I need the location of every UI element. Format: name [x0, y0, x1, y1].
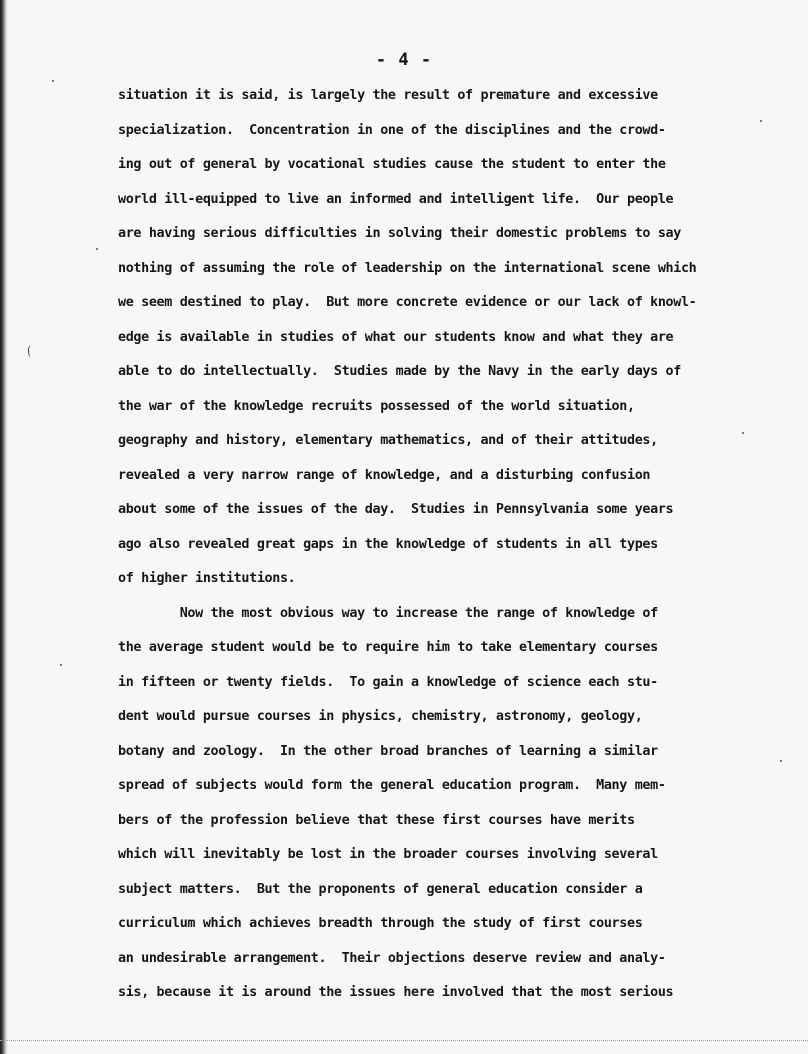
text-line: an undesirable arrangement. Their objections deserve review and analy- — [118, 950, 666, 966]
text-line: geography and history, elementary mathematics, and of their attitudes, — [118, 433, 658, 448]
scan-speck — [96, 248, 98, 250]
text-line: ing out of general by vocational studies cause the student to enter the — [118, 157, 666, 172]
text-line: in fifteen or twenty fields. To gain a knowledge of science each stu- — [118, 674, 658, 690]
scan-speck — [760, 120, 762, 122]
text-line: botany and zoology. In the other broad branches of learning a similar — [118, 743, 658, 759]
margin-mark — [28, 345, 34, 357]
text-line: the war of the knowledge recruits possessed of the world situation, — [118, 398, 635, 414]
page-number: - 4 - — [375, 50, 433, 70]
text-line: bers of the profession believe that these first courses have merits — [118, 812, 635, 828]
text-line: curriculum which achieves breadth through the study of first courses — [118, 916, 643, 931]
text-line: spread of subjects would form the general education program. Many mem- — [118, 778, 666, 793]
scan-speck — [60, 664, 62, 666]
scan-speck — [742, 432, 744, 434]
text-line: situation it is said, is largely the result of premature and excessive — [118, 88, 658, 103]
text-line: revealed a very narrow range of knowledge, and a disturbing confusion — [118, 467, 651, 483]
text-line: about some of the issues of the day. Studies in Pennsylvania some years — [118, 502, 674, 517]
text-line: we seem destined to play. But more concrete evidence or our lack of knowl- — [118, 295, 697, 310]
text-line: Now the most obvious way to increase the range of knowledge of — [118, 605, 658, 621]
text-line: are having serious difficulties in solving their domestic problems to say — [118, 226, 681, 241]
page-bottom-edge — [0, 1040, 808, 1042]
text-line: able to do intellectually. Studies made by the Navy in the early days of — [118, 364, 681, 379]
text-line: of higher institutions. — [118, 571, 296, 586]
text-line: nothing of assuming the role of leadership on the international scene which — [118, 260, 697, 276]
text-line: sis, because it is around the issues here involved that the most serious — [118, 985, 674, 1000]
text-line: world ill-equipped to live an informed and intelligent life. Our people — [118, 191, 674, 207]
body-text — [118, 84, 758, 1016]
scan-speck — [52, 80, 54, 82]
text-line: dent would pursue courses in physics, chemistry, astronomy, geology, — [118, 709, 643, 724]
scan-speck — [780, 760, 782, 762]
text-line: edge is available in studies of what our students know and what they are — [118, 329, 674, 345]
text-line: specialization. Concentration in one of the disciplines and the crowd- — [118, 122, 666, 138]
text-line: the average student would be to require him to take elementary courses — [118, 640, 658, 655]
scan-edge-shadow — [0, 0, 8, 1054]
text-line: ago also revealed great gaps in the knowledge of students in all types — [118, 536, 658, 552]
text-line: subject matters. But the proponents of general education consider a — [118, 881, 643, 897]
text-line: which will inevitably be lost in the broader courses involving several — [118, 847, 658, 862]
